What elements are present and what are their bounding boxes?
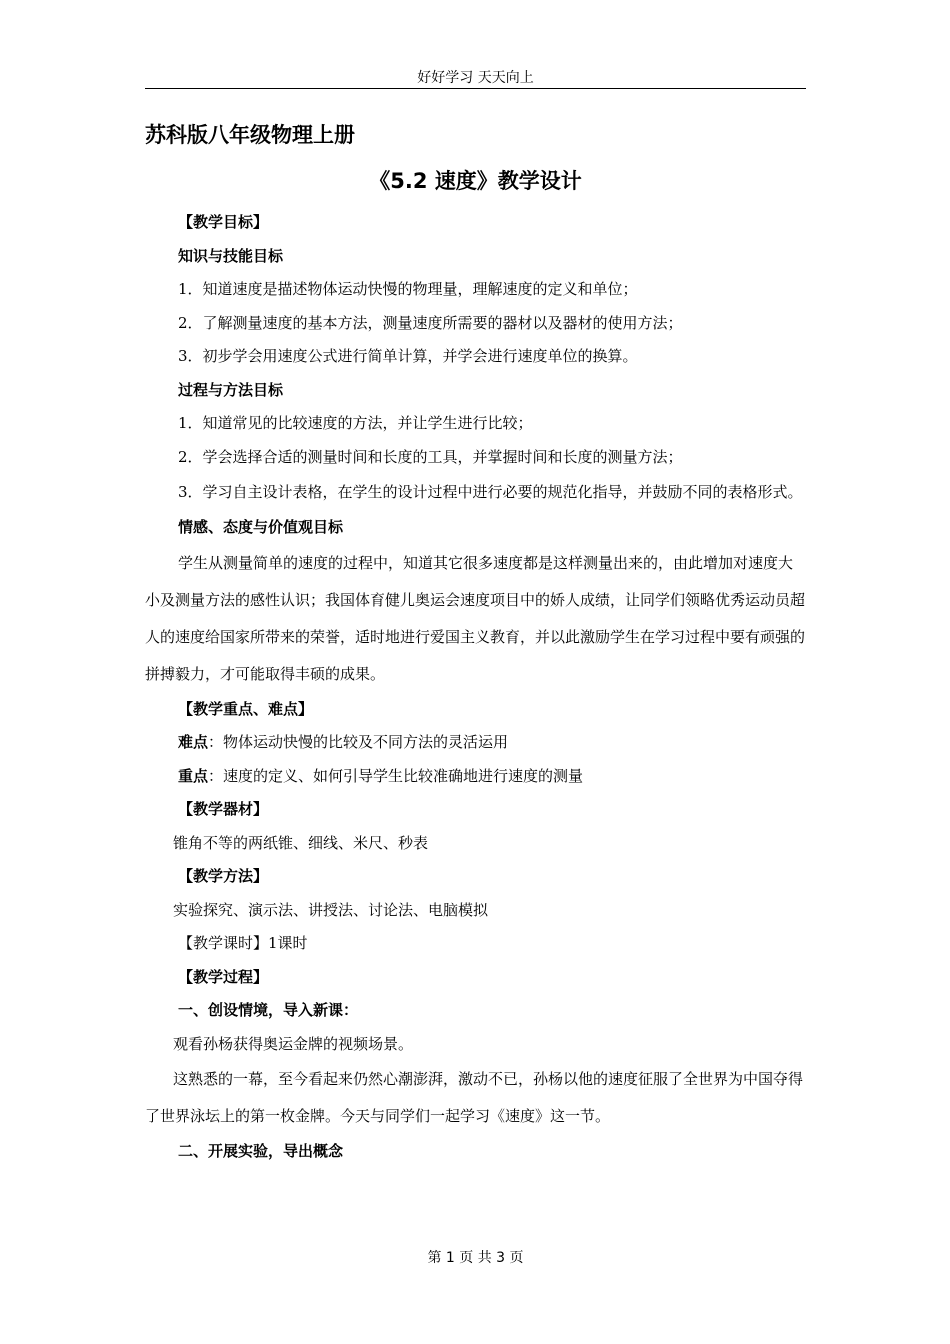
difficulty-line (145, 726, 806, 760)
key-label: 重点 (178, 766, 209, 785)
knowledge-heading: 知识与技能目标 (178, 246, 284, 265)
difficulty-label: 难点 (178, 733, 209, 751)
key-text: ：速度的定义、如何引导学生比较准确地进行速度的测量 (208, 766, 584, 785)
knowledge-item-2: 2．了解测量速度的基本方法，测量速度所需要的器材以及器材的使用方法； (178, 313, 683, 332)
document-body (145, 120, 806, 1169)
procedure-heading: 【教学过程】 (178, 967, 269, 986)
knowledge-item-1: 1．知道速度是描述物体运动快慢的物理量，理解速度的定义和单位； (178, 280, 638, 298)
page-header: 好好学习 天天向上 (145, 68, 806, 89)
method-text: 实验探究、演示法、讲授法、讨论法、电脑模拟 (173, 900, 489, 919)
equipment-heading: 【教学器材】 (178, 800, 269, 818)
step1-heading: 一、创设情境，导入新课： (178, 1001, 359, 1019)
process-heading: 过程与方法目标 (178, 380, 284, 399)
step2-heading: 二、开展实验，导出概念 (178, 1142, 344, 1160)
key-line (145, 760, 806, 794)
process-item-3: 3．学习自主设计表格，在学生的设计过程中进行必要的规范化指导，并鼓励不同的表格形式。 (178, 483, 803, 501)
process-item-2: 2．学会选择合适的测量时间和长度的工具，并掌握时间和长度的测量方法； (178, 447, 683, 466)
method-heading: 【教学方法】 (178, 867, 269, 885)
hours-text: 【教学课时】1课时 (178, 934, 308, 952)
step1-text-1: 观看孙杨获得奥运金牌的视频场景。 (173, 1034, 414, 1053)
step1-text-2: 这熟悉的一幕，至今看起来仍然心潮澎湃，激动不已，孙杨以他的速度征服了全世界为中国夺得了世界泳坛上的第一枚金牌。今天与同学们一起学习《速度》这一节。 (145, 1070, 804, 1125)
knowledge-item-3: 3．初步学会用速度公式进行简单计算，并学会进行速度单位的换算。 (178, 347, 638, 365)
goals-heading: 【教学目标】 (178, 213, 269, 231)
page-footer: 第 1 页 共 3 页 (427, 1250, 524, 1266)
keypoints-heading: 【教学重点、难点】 (178, 699, 314, 718)
emotion-paragraph: 学生从测量简单的速度的过程中，知道其它很多速度都是这样测量出来的，由此增加对速度大小及测量方法的感性认识；我国体育健儿奥运会速度项目中的娇人成绩，让同学们领略优秀运动员超人的速度给国家所带来的荣誉，适时地进行爱国主义教育，并以此激励学生在学习过程中要有顽强的拼搏毅力，才可能取得丰硕的成果。 (145, 553, 806, 683)
doc-title: 《5.2 速度》教学设计 (369, 169, 582, 193)
difficulty-text: ：物体运动快慢的比较及不同方法的灵活运用 (208, 733, 509, 751)
process-item-1: 1．知道常见的比较速度的方法，并让学生进行比较； (178, 414, 533, 432)
emotion-heading: 情感、态度与价值观目标 (178, 518, 344, 536)
doc-subtitle: 苏科版八年级物理上册 (145, 123, 355, 147)
equipment-text: 锥角不等的两纸锥、细线、米尺、秒表 (173, 833, 429, 852)
